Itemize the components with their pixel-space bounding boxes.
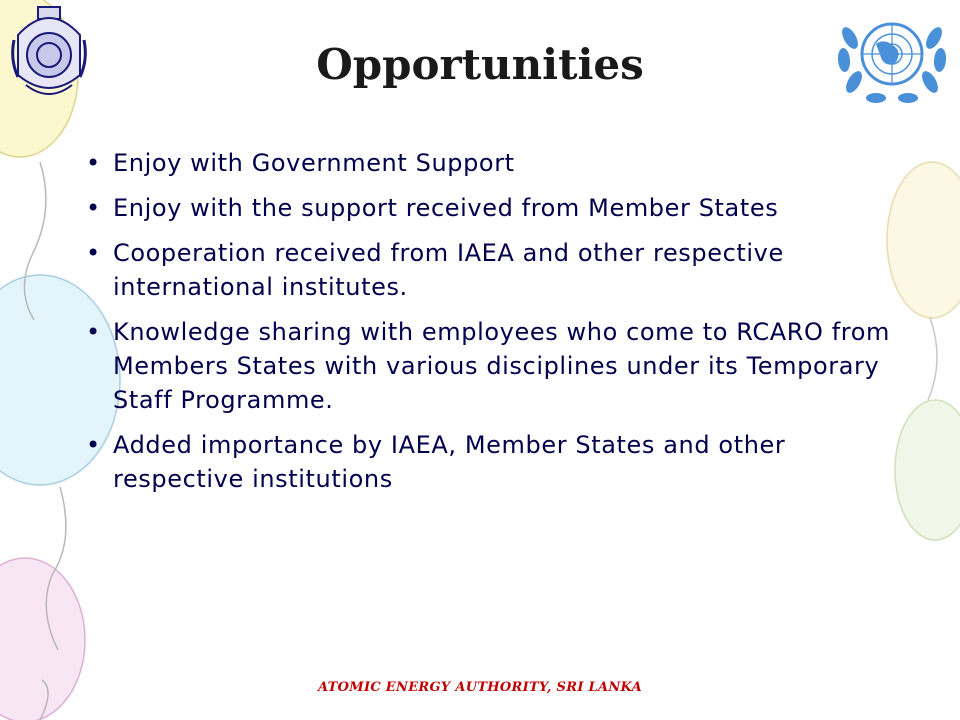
bullet-text: Cooperation received from IAEA and other respective international institutes.: [113, 239, 784, 301]
bullet-dot-icon: •: [86, 318, 101, 346]
bullet-item: [80, 236, 910, 304]
bullet-dot-icon: •: [86, 431, 101, 459]
bullet-text: Enjoy with Government Support: [113, 149, 515, 177]
bullet-text: Added importance by IAEA, Member States and other respective institutions: [113, 431, 786, 493]
slide-title: Opportunities: [316, 40, 644, 89]
bullet-list: [80, 146, 910, 507]
bullet-text: Enjoy with the support received from Member States: [113, 194, 779, 222]
bullet-item: [80, 315, 910, 417]
bullet-dot-icon: •: [86, 149, 101, 177]
bullet-item: [80, 146, 910, 180]
footer-organization: ATOMIC ENERGY AUTHORITY, SRI LANKA: [317, 680, 642, 695]
bullet-dot-icon: •: [86, 194, 101, 222]
bullet-item: [80, 428, 910, 496]
bullet-dot-icon: •: [86, 239, 101, 267]
bullet-text: Knowledge sharing with employees who come to RCARO from Members States with various disciplines under its Temporary Staff Programme.: [113, 318, 890, 414]
bullet-item: [80, 191, 910, 225]
